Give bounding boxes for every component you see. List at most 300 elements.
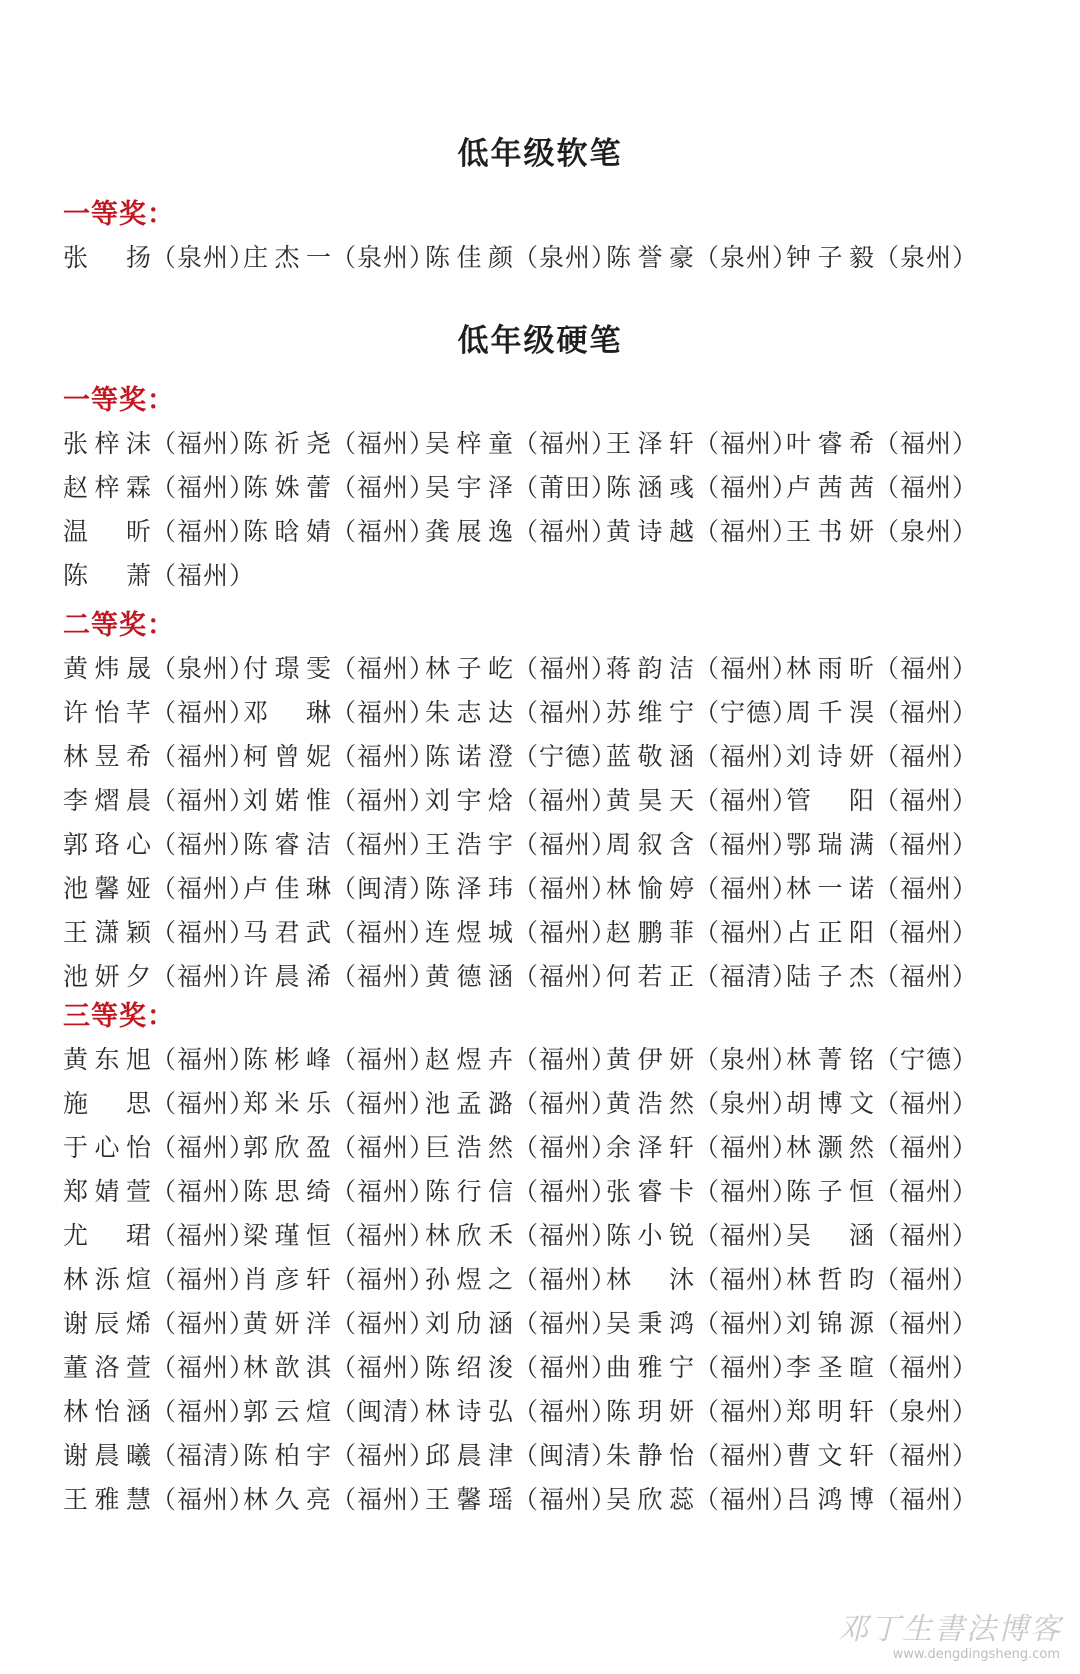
winner-region: （福州） <box>331 830 436 859</box>
winner-region: （福州） <box>874 1089 979 1118</box>
winner-name: 吴秉鸿 <box>606 1309 694 1338</box>
winner-entry <box>243 735 435 779</box>
winner-entry <box>425 236 617 280</box>
winner-name: 黄伊妍 <box>606 1045 694 1074</box>
winner-name: 林菁铭 <box>786 1045 874 1074</box>
winner-name: 蒋韵洁 <box>606 654 694 683</box>
winner-entry <box>786 1302 978 1346</box>
winner-name: 林怡涵 <box>63 1397 151 1426</box>
winner-region: （福州） <box>513 1397 618 1426</box>
winner-name: 柯曾妮 <box>243 742 331 771</box>
winner-region: （泉州） <box>874 517 979 546</box>
winner-name: 刘劤涵 <box>425 1309 513 1338</box>
winner-entry <box>606 510 798 554</box>
winner-entry <box>63 779 255 823</box>
winner-row <box>63 1434 1043 1478</box>
winner-region: （福州） <box>513 1265 618 1294</box>
winner-entry <box>63 823 255 867</box>
winner-entry <box>63 554 255 598</box>
winner-name: 陈柏宇 <box>243 1441 331 1470</box>
winner-region: （福州） <box>331 1133 436 1162</box>
winner-region: （福州） <box>513 429 618 458</box>
winner-name: 林昱希 <box>63 742 151 771</box>
winner-region: （福州） <box>874 918 979 947</box>
winner-name: 陈玥妍 <box>606 1397 694 1426</box>
winner-row <box>63 867 1043 911</box>
winner-name: 孙煜之 <box>425 1265 513 1294</box>
winner-region: （福州） <box>513 698 618 727</box>
winner-entry <box>786 1390 978 1434</box>
winner-entry <box>606 1434 798 1478</box>
winner-region: （福清） <box>694 962 799 991</box>
winner-entry <box>243 691 435 735</box>
winner-region: （福州） <box>151 1485 256 1514</box>
winner-name: 陈晗婧 <box>243 517 331 546</box>
winner-row <box>63 466 1043 510</box>
winner-name: 郭珞心 <box>63 830 151 859</box>
winner-name: 陈子恒 <box>786 1177 874 1206</box>
winner-region: （福州） <box>874 1221 979 1250</box>
winner-region: （福州） <box>513 786 618 815</box>
winner-region: （福州） <box>331 1265 436 1294</box>
winner-region: （福州） <box>694 830 799 859</box>
winner-name: 郑米乐 <box>243 1089 331 1118</box>
winner-region: （宁德） <box>513 742 618 771</box>
winner-name: 谢辰烯 <box>63 1309 151 1338</box>
winner-entry <box>63 422 255 466</box>
winner-entry <box>425 955 617 999</box>
winner-name: 王雅慧 <box>63 1485 151 1514</box>
winner-entry <box>243 955 435 999</box>
winner-region: （福州） <box>331 786 436 815</box>
winner-name: 余泽轩 <box>606 1133 694 1162</box>
winner-entry <box>425 1478 617 1522</box>
winner-row <box>63 955 1043 999</box>
winner-entry <box>425 510 617 554</box>
winner-entry <box>786 911 978 955</box>
winner-name: 施 思 <box>63 1089 151 1118</box>
winner-region: （泉州） <box>874 243 979 272</box>
winner-row <box>63 1390 1043 1434</box>
winner-region: （福州） <box>874 698 979 727</box>
winner-region: （福州） <box>513 1309 618 1338</box>
winner-region: （福州） <box>331 1309 436 1338</box>
winner-name: 管 阳 <box>786 786 874 815</box>
winner-name: 朱志达 <box>425 698 513 727</box>
winner-region: （福州） <box>874 874 979 903</box>
winner-region: （泉州） <box>513 243 618 272</box>
winner-entry <box>63 236 255 280</box>
winner-entry <box>786 779 978 823</box>
winner-entry <box>63 1214 255 1258</box>
winner-region: （福州） <box>331 1089 436 1118</box>
winner-region: （福州） <box>331 1045 436 1074</box>
winner-region: （福州） <box>694 874 799 903</box>
winner-entry <box>425 1258 617 1302</box>
winner-name: 庄杰一 <box>243 243 331 272</box>
winner-entry <box>63 647 255 691</box>
winner-entry <box>606 691 798 735</box>
winner-name: 胡博文 <box>786 1089 874 1118</box>
winner-name: 董洛萱 <box>63 1353 151 1382</box>
winner-region: （福州） <box>331 742 436 771</box>
winner-name: 陈彬峰 <box>243 1045 331 1074</box>
winner-name: 陈小锐 <box>606 1221 694 1250</box>
winner-name: 刘宇焓 <box>425 786 513 815</box>
winner-region: （福州） <box>331 473 436 502</box>
winner-entry <box>243 422 435 466</box>
winner-name: 周千淏 <box>786 698 874 727</box>
winner-entry <box>606 823 798 867</box>
winner-region: （福州） <box>513 962 618 991</box>
winner-entry <box>606 735 798 779</box>
winner-name: 尤 珺 <box>63 1221 151 1250</box>
winner-name: 邱晨津 <box>425 1441 513 1470</box>
winner-entry <box>425 1082 617 1126</box>
winner-region: （福州） <box>694 1221 799 1250</box>
winner-name: 陈行信 <box>425 1177 513 1206</box>
winner-region: （福州） <box>151 962 256 991</box>
winner-name: 黄昊天 <box>606 786 694 815</box>
winner-entry <box>63 1434 255 1478</box>
winner-name: 郑婧萱 <box>63 1177 151 1206</box>
winner-entry <box>606 1214 798 1258</box>
winner-row <box>63 554 1043 598</box>
winner-name: 陈睿洁 <box>243 830 331 859</box>
winner-name: 占正阳 <box>786 918 874 947</box>
winner-name: 林泺煊 <box>63 1265 151 1294</box>
winner-region: （福州） <box>331 517 436 546</box>
winner-region: （福州） <box>694 742 799 771</box>
winner-name: 李熠晨 <box>63 786 151 815</box>
winner-name: 郑明轩 <box>786 1397 874 1426</box>
winner-entry <box>425 1346 617 1390</box>
award-label: 二等奖： <box>63 610 175 641</box>
winner-entry <box>786 691 978 735</box>
winner-row <box>63 735 1043 779</box>
winner-entry <box>606 1126 798 1170</box>
winner-name: 陈姝蕾 <box>243 473 331 502</box>
winner-name: 池妍夕 <box>63 962 151 991</box>
section-title: 低年级硬笔 <box>457 323 623 359</box>
winner-name: 周叙含 <box>606 830 694 859</box>
winner-name: 赵煜卉 <box>425 1045 513 1074</box>
winner-entry <box>425 1214 617 1258</box>
winner-name: 林雨昕 <box>786 654 874 683</box>
winner-name: 吴宇泽 <box>425 473 513 502</box>
winner-entry <box>786 1478 978 1522</box>
winner-row <box>63 1170 1043 1214</box>
winner-entry <box>606 867 798 911</box>
winner-name: 林久亮 <box>243 1485 331 1514</box>
winner-entry <box>786 823 978 867</box>
winner-name: 赵梓霖 <box>63 473 151 502</box>
winner-region: （福州） <box>331 1441 436 1470</box>
winner-region: （福州） <box>874 1177 979 1206</box>
winner-entry <box>425 823 617 867</box>
winner-entry <box>786 422 978 466</box>
winner-entry <box>786 1434 978 1478</box>
winner-name: 林子屹 <box>425 654 513 683</box>
winner-entry <box>63 1082 255 1126</box>
section-title: 低年级软笔 <box>457 136 623 172</box>
winner-entry <box>63 1346 255 1390</box>
winner-entry <box>243 510 435 554</box>
winner-name: 陈泽玮 <box>425 874 513 903</box>
winner-name: 陈诺澄 <box>425 742 513 771</box>
winner-name: 陈绍浚 <box>425 1353 513 1382</box>
winner-entry <box>243 1038 435 1082</box>
winner-entry <box>243 1434 435 1478</box>
winner-region: （福州） <box>694 1133 799 1162</box>
winner-name: 王泽轩 <box>606 429 694 458</box>
winner-region: （福州） <box>151 698 256 727</box>
winner-name: 黄浩然 <box>606 1089 694 1118</box>
winner-name: 温 昕 <box>63 517 151 546</box>
winner-entry <box>606 911 798 955</box>
winner-entry <box>786 1214 978 1258</box>
winner-region: （福州） <box>874 1133 979 1162</box>
winner-entry <box>243 1082 435 1126</box>
winner-entry <box>63 1302 255 1346</box>
winner-entry <box>425 466 617 510</box>
winner-name: 付璟雯 <box>243 654 331 683</box>
winner-entry <box>606 1346 798 1390</box>
winner-region: （福州） <box>151 1397 256 1426</box>
winner-name: 曹文轩 <box>786 1441 874 1470</box>
winner-entry <box>63 1390 255 1434</box>
winner-region: （宁德） <box>874 1045 979 1074</box>
winner-name: 池孟潞 <box>425 1089 513 1118</box>
winner-region: （福州） <box>331 1177 436 1206</box>
winner-region: （福州） <box>874 962 979 991</box>
winner-name: 吴欣蕊 <box>606 1485 694 1514</box>
winner-entry <box>606 1302 798 1346</box>
winner-name: 鄂瑞满 <box>786 830 874 859</box>
winner-name: 王馨瑶 <box>425 1485 513 1514</box>
winner-region: （福州） <box>874 742 979 771</box>
winner-region: （泉州） <box>151 243 256 272</box>
winner-entry <box>63 466 255 510</box>
winner-region: （福州） <box>513 1221 618 1250</box>
winner-entry <box>243 1478 435 1522</box>
winner-region: （福州） <box>694 654 799 683</box>
winner-region: （福州） <box>151 918 256 947</box>
winner-region: （福州） <box>151 830 256 859</box>
winner-name: 林诗弘 <box>425 1397 513 1426</box>
winner-region: （福州） <box>874 1441 979 1470</box>
winner-name: 龚展逸 <box>425 517 513 546</box>
winner-name: 陆子杰 <box>786 962 874 991</box>
winner-region: （福清） <box>151 1441 256 1470</box>
winner-region: （福州） <box>694 918 799 947</box>
winner-entry <box>606 955 798 999</box>
winner-name: 邓 琳 <box>243 698 331 727</box>
winner-name: 郭欣盈 <box>243 1133 331 1162</box>
winner-entry <box>606 779 798 823</box>
winner-entry <box>425 691 617 735</box>
winner-name: 肖彦轩 <box>243 1265 331 1294</box>
winner-name: 黄德涵 <box>425 962 513 991</box>
winner-entry <box>63 911 255 955</box>
winner-entry <box>425 1390 617 1434</box>
winner-name: 陈祈尧 <box>243 429 331 458</box>
winner-region: （泉州） <box>694 1045 799 1074</box>
winner-name: 刘锦源 <box>786 1309 874 1338</box>
winner-row <box>63 422 1043 466</box>
winner-entry <box>606 1390 798 1434</box>
winner-region: （福州） <box>151 1089 256 1118</box>
winner-region: （福州） <box>513 1045 618 1074</box>
winner-entry <box>425 1302 617 1346</box>
watermark-url: www.dengdingsheng.com <box>892 1647 1060 1662</box>
winner-entry <box>243 823 435 867</box>
winner-region: （福州） <box>694 1485 799 1514</box>
winner-entry <box>606 1478 798 1522</box>
winner-entry <box>63 735 255 779</box>
winner-region: （闽清） <box>331 874 436 903</box>
winner-entry <box>786 1258 978 1302</box>
winner-entry <box>606 236 798 280</box>
winner-entry <box>425 867 617 911</box>
winner-entry <box>63 1478 255 1522</box>
winner-region: （福州） <box>694 1441 799 1470</box>
winner-region: （福州） <box>874 1485 979 1514</box>
winner-region: （福州） <box>513 830 618 859</box>
winner-region: （福州） <box>874 1309 979 1338</box>
winner-region: （福州） <box>513 1089 618 1118</box>
winner-region: （福州） <box>694 429 799 458</box>
winner-name: 池馨娅 <box>63 874 151 903</box>
winner-row <box>63 236 1043 280</box>
winner-name: 林欣禾 <box>425 1221 513 1250</box>
winner-entry <box>786 955 978 999</box>
winner-name: 吴梓童 <box>425 429 513 458</box>
winner-region: （福州） <box>874 1265 979 1294</box>
winner-region: （福州） <box>151 429 256 458</box>
winner-entry <box>243 1214 435 1258</box>
winner-name: 谢晨曦 <box>63 1441 151 1470</box>
winner-entry <box>786 1126 978 1170</box>
winner-region: （福州） <box>513 1133 618 1162</box>
winner-name: 黄东旭 <box>63 1045 151 1074</box>
winner-region: （福州） <box>694 1353 799 1382</box>
winner-entry <box>606 1038 798 1082</box>
winner-name: 陈 萧 <box>63 561 151 590</box>
winner-entry <box>243 466 435 510</box>
winner-region: （福州） <box>694 1265 799 1294</box>
winner-region: （泉州） <box>874 1397 979 1426</box>
winner-region: （福州） <box>151 1221 256 1250</box>
winner-region: （福州） <box>331 962 436 991</box>
winner-entry <box>63 1170 255 1214</box>
winner-name: 蓝敬涵 <box>606 742 694 771</box>
winner-region: （福州） <box>874 429 979 458</box>
winner-entry <box>425 735 617 779</box>
winner-region: （泉州） <box>331 243 436 272</box>
winner-name: 吴 涵 <box>786 1221 874 1250</box>
winner-region: （福州） <box>694 786 799 815</box>
winner-entry <box>606 1170 798 1214</box>
winner-entry <box>243 1126 435 1170</box>
winner-row <box>63 1214 1043 1258</box>
winner-name: 黄诗越 <box>606 517 694 546</box>
winner-entry <box>243 911 435 955</box>
winner-entry <box>425 1434 617 1478</box>
winner-region: （福州） <box>151 1045 256 1074</box>
winner-region: （闽清） <box>331 1397 436 1426</box>
winner-region: （泉州） <box>151 654 256 683</box>
winner-entry <box>786 647 978 691</box>
winner-entry <box>243 1302 435 1346</box>
winner-name: 朱静怡 <box>606 1441 694 1470</box>
winner-name: 林愉婷 <box>606 874 694 903</box>
winner-region: （福州） <box>874 786 979 815</box>
winner-region: （福州） <box>874 473 979 502</box>
winner-region: （福州） <box>513 654 618 683</box>
winner-name: 林灏然 <box>786 1133 874 1162</box>
winner-region: （福州） <box>874 1353 979 1382</box>
winner-region: （莆田） <box>513 473 618 502</box>
winner-region: （福州） <box>151 517 256 546</box>
winner-entry <box>786 1170 978 1214</box>
winner-row <box>63 1126 1043 1170</box>
winner-entry <box>786 1038 978 1082</box>
winner-name: 吕鸿博 <box>786 1485 874 1514</box>
winner-region: （福州） <box>694 1397 799 1426</box>
winner-name: 陈思绮 <box>243 1177 331 1206</box>
winner-region: （泉州） <box>694 243 799 272</box>
winner-name: 王浩宇 <box>425 830 513 859</box>
winner-region: （福州） <box>874 830 979 859</box>
winner-region: （福州） <box>151 473 256 502</box>
winner-row <box>63 823 1043 867</box>
winner-region: （福州） <box>331 1221 436 1250</box>
winner-entry <box>63 1038 255 1082</box>
winner-entry <box>786 735 978 779</box>
winner-region: （福州） <box>513 517 618 546</box>
winner-name: 马君武 <box>243 918 331 947</box>
winner-name: 巨浩然 <box>425 1133 513 1162</box>
winner-name: 林一诺 <box>786 874 874 903</box>
winner-region: （福州） <box>151 874 256 903</box>
winner-region: （福州） <box>331 918 436 947</box>
winner-name: 林歆淇 <box>243 1353 331 1382</box>
winner-name: 曲雅宁 <box>606 1353 694 1382</box>
winner-name: 郭云煊 <box>243 1397 331 1426</box>
winner-region: （闽清） <box>513 1441 618 1470</box>
winner-name: 王书妍 <box>786 517 874 546</box>
winner-region: （福州） <box>151 1309 256 1338</box>
winner-region: （福州） <box>513 1485 618 1514</box>
winner-name: 于心怡 <box>63 1133 151 1162</box>
winner-region: （福州） <box>151 1133 256 1162</box>
winner-name: 李圣暄 <box>786 1353 874 1382</box>
winner-entry <box>606 1258 798 1302</box>
winner-entry <box>63 955 255 999</box>
winner-row <box>63 1302 1043 1346</box>
winner-entry <box>63 1126 255 1170</box>
winner-entry <box>243 647 435 691</box>
winner-entry <box>243 1170 435 1214</box>
winner-name: 林哲昀 <box>786 1265 874 1294</box>
winner-region: （福州） <box>151 1353 256 1382</box>
winner-entry <box>63 867 255 911</box>
winner-name: 许晨浠 <box>243 962 331 991</box>
winner-region: （福州） <box>513 918 618 947</box>
winner-entry <box>425 422 617 466</box>
winner-name: 刘婼惟 <box>243 786 331 815</box>
